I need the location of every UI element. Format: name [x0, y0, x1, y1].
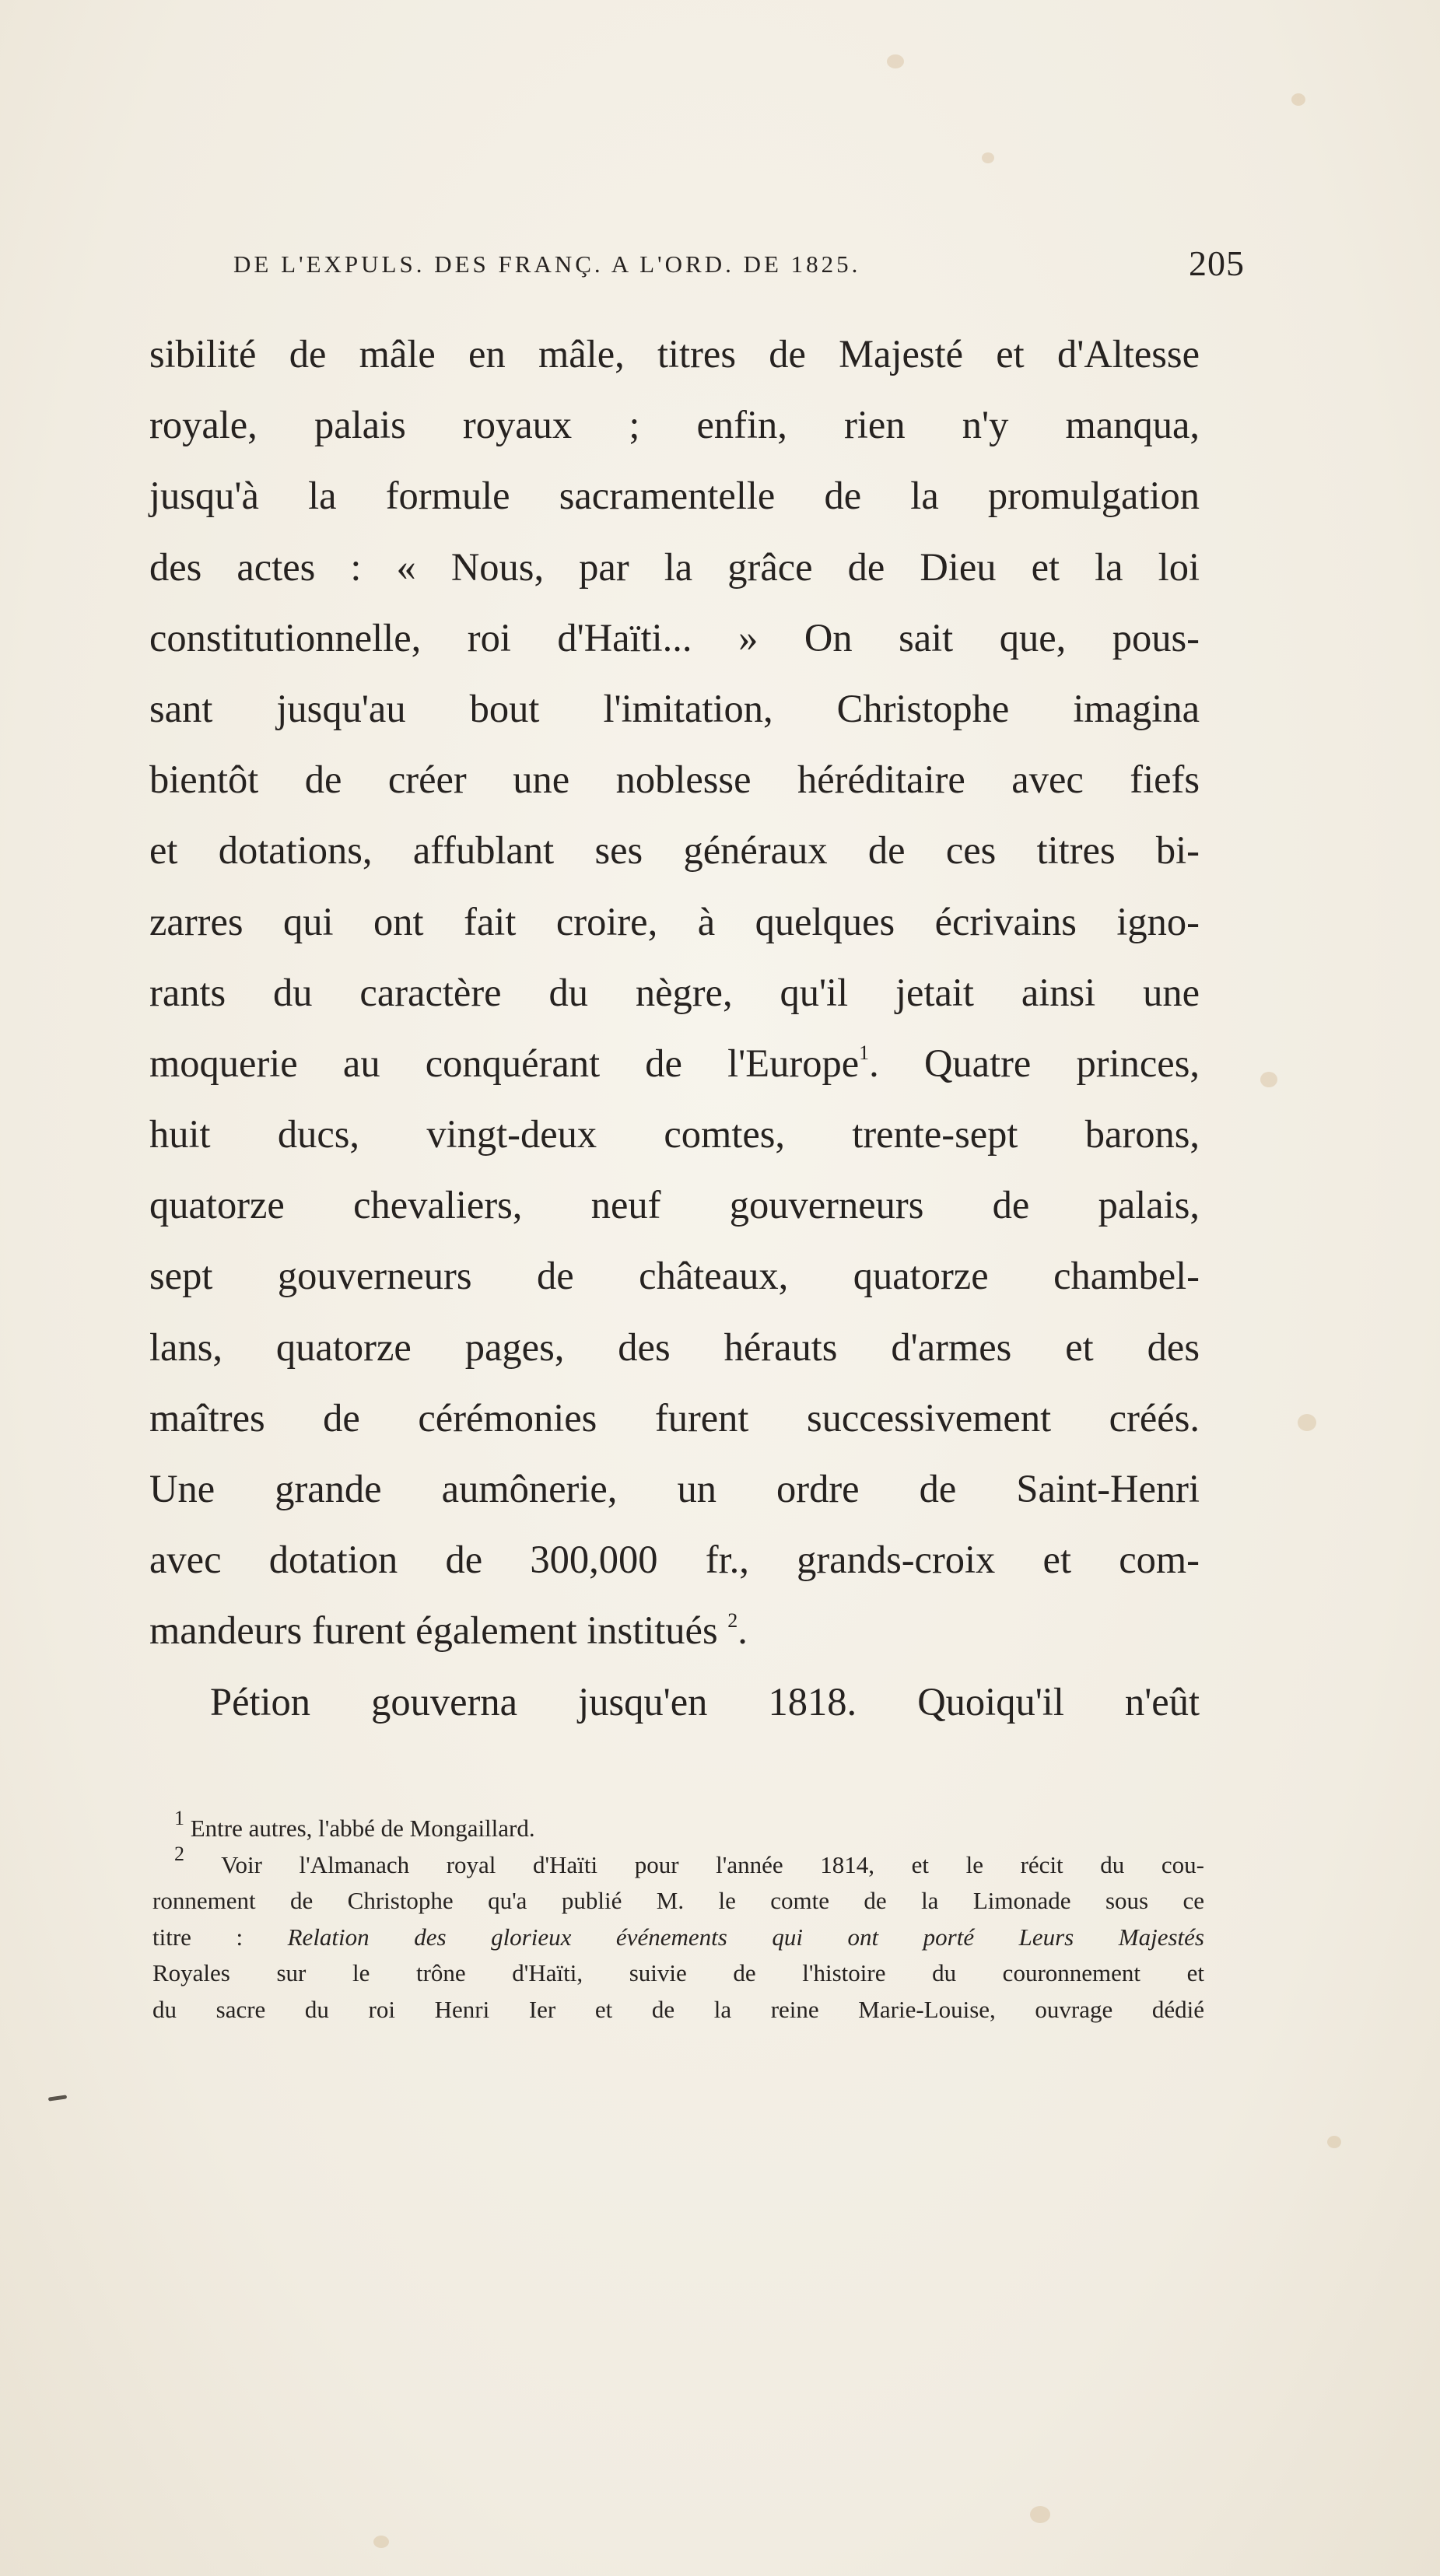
footnote-marker: 2 [174, 1843, 184, 1866]
text-line-part: mandeurs furent également institués [149, 1608, 718, 1653]
footnote-text: titre : [152, 1923, 244, 1951]
text-line: bientôt de créer une noblesse héréditaire avec fiefs [149, 758, 1200, 802]
footnote-2-line [152, 1843, 1204, 1884]
text-line: rants du caractère du nègre, qu'il jetait ainsi une [149, 970, 1200, 1014]
text-line: sant jusqu'au bout l'imitation, Christophe imagina [149, 686, 1200, 730]
footnote-marker: 1 [174, 1806, 184, 1829]
text-line: sibilité de mâle en mâle, titres de Majesté et d'Altesse [149, 332, 1200, 376]
foxing-spot [1291, 93, 1305, 106]
foxing-spot [982, 152, 994, 163]
text-line: constitutionnelle, roi d'Haïti... » On sait que, pous- [149, 615, 1200, 660]
foxing-spot [1260, 1072, 1277, 1087]
text-line: quatorze chevaliers, neuf gouverneurs de palais, [149, 1183, 1200, 1227]
text-line: Pétion gouverna jusqu'en 1818. Quoiqu'il n'eût [210, 1679, 1200, 1724]
text-line-part: moquerie au conquérant de l'Europe [149, 1041, 860, 1085]
footnote-2-line: Royales sur le trône d'Haïti, suivie de l'histoire du couronnement et [152, 1959, 1204, 1986]
text-line: avec dotation de 300,000 fr., grands-croix et com- [149, 1538, 1200, 1582]
footnote-2-line: du sacre du roi Henri Ier et de la reine Marie-Louise, ouvrage dédié [152, 1995, 1204, 2023]
footnote-2-line: ronnement de Christophe qu'a publié M. le comte de la Limonade sous ce [152, 1887, 1204, 1914]
text-line-with-note-ref: mandeurs furent également institués $^2$. [149, 1608, 748, 1653]
foxing-spot [1298, 1414, 1316, 1431]
footnote-1 [152, 1806, 1204, 1847]
text-line: huit ducs, vingt-deux comtes, trente-sept barons, [149, 1112, 1200, 1157]
main-text [149, 319, 1200, 1738]
running-head [233, 243, 1245, 292]
text-line: lans, quatorze pages, des hérauts d'armes et des [149, 1325, 1200, 1369]
foxing-spot [1030, 2506, 1050, 2523]
text-line-part: . Quatre princes, [869, 1041, 1200, 1085]
text-line: des actes : « Nous, par la grâce de Dieu et la loi [149, 544, 1200, 589]
footnotes [152, 1806, 1204, 2028]
text-line: sept gouverneurs de châteaux, quatorze chambel- [149, 1254, 1200, 1298]
margin-mark [48, 2095, 67, 2101]
text-line: maîtres de cérémonies furent successivement créés. [149, 1395, 1200, 1440]
footnote-ref-2: 2 [727, 1608, 738, 1632]
footnote-2-line [152, 1920, 1204, 1956]
text-line-with-note-ref [149, 1028, 1200, 1099]
running-head-title: DE L'EXPULS. DES FRANÇ. A L'ORD. DE 1825. [233, 250, 861, 278]
foxing-spot [887, 54, 904, 68]
footnote-title-italic: Relation des glorieux événements qui ont porté Leurs Majestés [287, 1923, 1204, 1951]
footnote-ref-1: 1 [859, 1041, 870, 1065]
footnote-text: Voir l'Almanach royal d'Haïti pour l'année 1814, et le récit du cou- [221, 1850, 1204, 1878]
text-line: jusqu'à la formule sacramentelle de la promulgation [149, 474, 1200, 518]
page-number: 205 [1189, 243, 1245, 283]
text-line: Une grande aumônerie, un ordre de Saint-Henri [149, 1467, 1200, 1510]
foxing-spot [1327, 2136, 1341, 2148]
text-line: royale, palais royaux ; enfin, rien n'y manqua, [149, 403, 1200, 447]
text-line: zarres qui ont fait croire, à quelques écrivains igno- [149, 899, 1200, 943]
footnote-text: Entre autres, l'abbé de Mongaillard. [190, 1815, 535, 1842]
text-line: et dotations, affublant ses généraux de ces titres bi- [149, 828, 1200, 873]
foxing-spot [373, 2536, 389, 2548]
